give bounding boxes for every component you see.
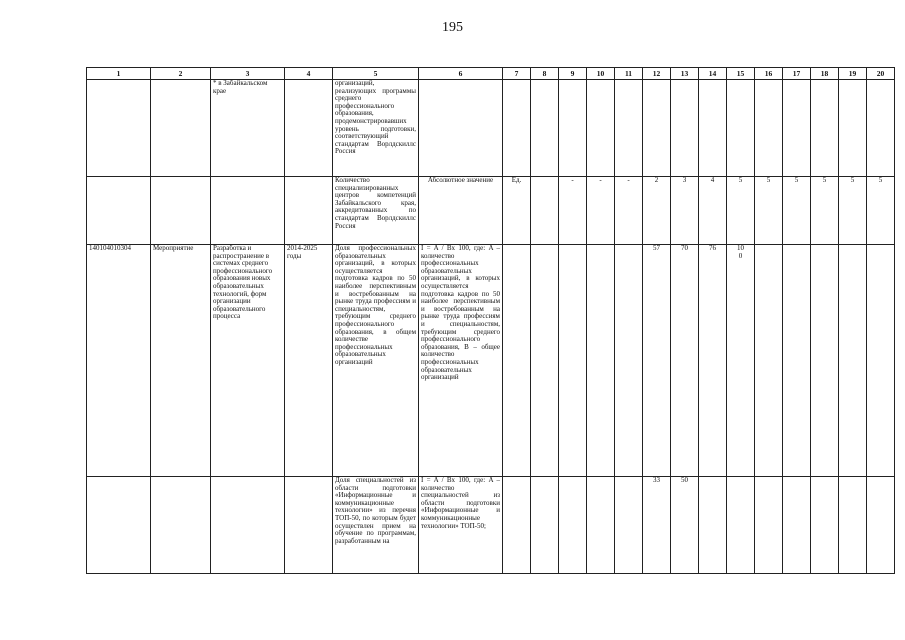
cell-value (867, 477, 895, 574)
cell-value (839, 245, 867, 477)
cell-value (699, 477, 727, 574)
cell-value (643, 80, 671, 177)
cell-value (727, 80, 755, 177)
cell-value: 50 (671, 477, 699, 574)
col-header: 12 (643, 68, 671, 80)
cell-value (587, 477, 615, 574)
cell-indicator: Доля специальностей из области подготовки «Информационные и коммуникационные технологии» из перечня ТОП-50, по которым будет осуществлен прием на обучение по программам, разработанным на (333, 477, 419, 574)
cell-method (419, 80, 503, 177)
cell-value (587, 245, 615, 477)
col-header: 8 (531, 68, 559, 80)
cell-value (783, 80, 811, 177)
cell-value (671, 80, 699, 177)
cell-value: 5 (783, 177, 811, 245)
cell-name: * в Забайкальском крае (211, 80, 285, 177)
cell-value (867, 245, 895, 477)
col-header: 20 (867, 68, 895, 80)
cell-value: 5 (867, 177, 895, 245)
cell-type (151, 80, 211, 177)
cell-value (755, 477, 783, 574)
cell-value (531, 245, 559, 477)
cell-method: I = A / Bx 100, где: A – количество специальностей из области подготовки «Информационные и коммуникационные технологии» ТОП-50; (419, 477, 503, 574)
col-header: 13 (671, 68, 699, 80)
cell-value (755, 80, 783, 177)
cell-value (783, 245, 811, 477)
col-header: 5 (333, 68, 419, 80)
cell-code (87, 477, 151, 574)
cell-value (727, 477, 755, 574)
col-header: 9 (559, 68, 587, 80)
cell-unit: Ед. (503, 177, 531, 245)
col-header: 2 (151, 68, 211, 80)
program-table (86, 67, 895, 574)
cell-name: Разработка и распространение в системах среднего профессионального образования новых образовательных технологий, форм организации образовательного процесса (211, 245, 285, 477)
cell-value (615, 80, 643, 177)
table-row (87, 80, 895, 177)
cell-value (587, 80, 615, 177)
col-header: 11 (615, 68, 643, 80)
cell-value (783, 477, 811, 574)
cell-value (559, 80, 587, 177)
cell-value (755, 245, 783, 477)
cell-value (811, 80, 839, 177)
col-header: 10 (587, 68, 615, 80)
cell-indicator: организаций, реализующих программы среднего профессионального образования, продемонстрировавших уровень подготовки, соответствующий стандартам Ворлдскиллс Россия (333, 80, 419, 177)
col-header: 4 (285, 68, 333, 80)
cell-method: Абсолютное значение (419, 177, 503, 245)
cell-value: - (615, 177, 643, 245)
cell-value (531, 477, 559, 574)
cell-value (531, 177, 559, 245)
cell-value (867, 80, 895, 177)
cell-value: 5 (755, 177, 783, 245)
cell-code (87, 177, 151, 245)
cell-period: 2014-2025 годы (285, 245, 333, 477)
cell-value: 2 (643, 177, 671, 245)
cell-code: 140104010304 (87, 245, 151, 477)
cell-value (531, 80, 559, 177)
cell-period (285, 477, 333, 574)
cell-value (811, 477, 839, 574)
col-header: 3 (211, 68, 285, 80)
cell-value: - (559, 177, 587, 245)
col-header: 17 (783, 68, 811, 80)
cell-code (87, 80, 151, 177)
cell-value: 5 (811, 177, 839, 245)
cell-name (211, 477, 285, 574)
table-row (87, 177, 895, 245)
cell-value (559, 245, 587, 477)
cell-value: 5 (727, 177, 755, 245)
cell-indicator: Доля профессиональных образовательных организаций, в которых осуществляется подготовка кадров по 50 наиболее перспективным и востребованным на рынке труда профессиям и специальностям, требующим среднего профессионального образования, в общем количестве профессиональных образовательных организаций (333, 245, 419, 477)
table-row (87, 245, 895, 477)
cell-value: 76 (699, 245, 727, 477)
table-row (87, 477, 895, 574)
col-header: 7 (503, 68, 531, 80)
cell-value (615, 245, 643, 477)
cell-name (211, 177, 285, 245)
cell-value: - (587, 177, 615, 245)
col-header: 6 (419, 68, 503, 80)
cell-value (559, 477, 587, 574)
cell-type: Мероприятие (151, 245, 211, 477)
cell-value (615, 477, 643, 574)
cell-value: 5 (839, 177, 867, 245)
col-header: 14 (699, 68, 727, 80)
cell-indicator: Количество специализированных центров компетенций Забайкальского края, аккредитованных по стандартам Ворлдскиллс Россия (333, 177, 419, 245)
cell-value: 3 (671, 177, 699, 245)
cell-period (285, 177, 333, 245)
cell-value (503, 477, 531, 574)
cell-type (151, 477, 211, 574)
cell-value: 10 0 (727, 245, 755, 477)
page-number: 195 (442, 20, 463, 35)
cell-value (699, 80, 727, 177)
cell-value: 70 (671, 245, 699, 477)
col-header: 18 (811, 68, 839, 80)
cell-type (151, 177, 211, 245)
cell-value: 4 (699, 177, 727, 245)
cell-value (503, 245, 531, 477)
cell-method: I = A / Bx 100, где: A – количество профессиональных образовательных организаций, в которых осуществляется подготовка кадров по 50 наиболее перспективным и востребованным на рынке труда профессиям и специальностям, требующим среднего профессионального образования, B – общее количество профессиональных образовательных организаций (419, 245, 503, 477)
cell-value (503, 80, 531, 177)
cell-value (839, 477, 867, 574)
cell-period (285, 80, 333, 177)
col-header: 15 (727, 68, 755, 80)
cell-value: 33 (643, 477, 671, 574)
col-header: 1 (87, 68, 151, 80)
cell-value (811, 245, 839, 477)
cell-value (839, 80, 867, 177)
col-header: 19 (839, 68, 867, 80)
cell-value: 57 (643, 245, 671, 477)
header-row (87, 68, 895, 80)
col-header: 16 (755, 68, 783, 80)
